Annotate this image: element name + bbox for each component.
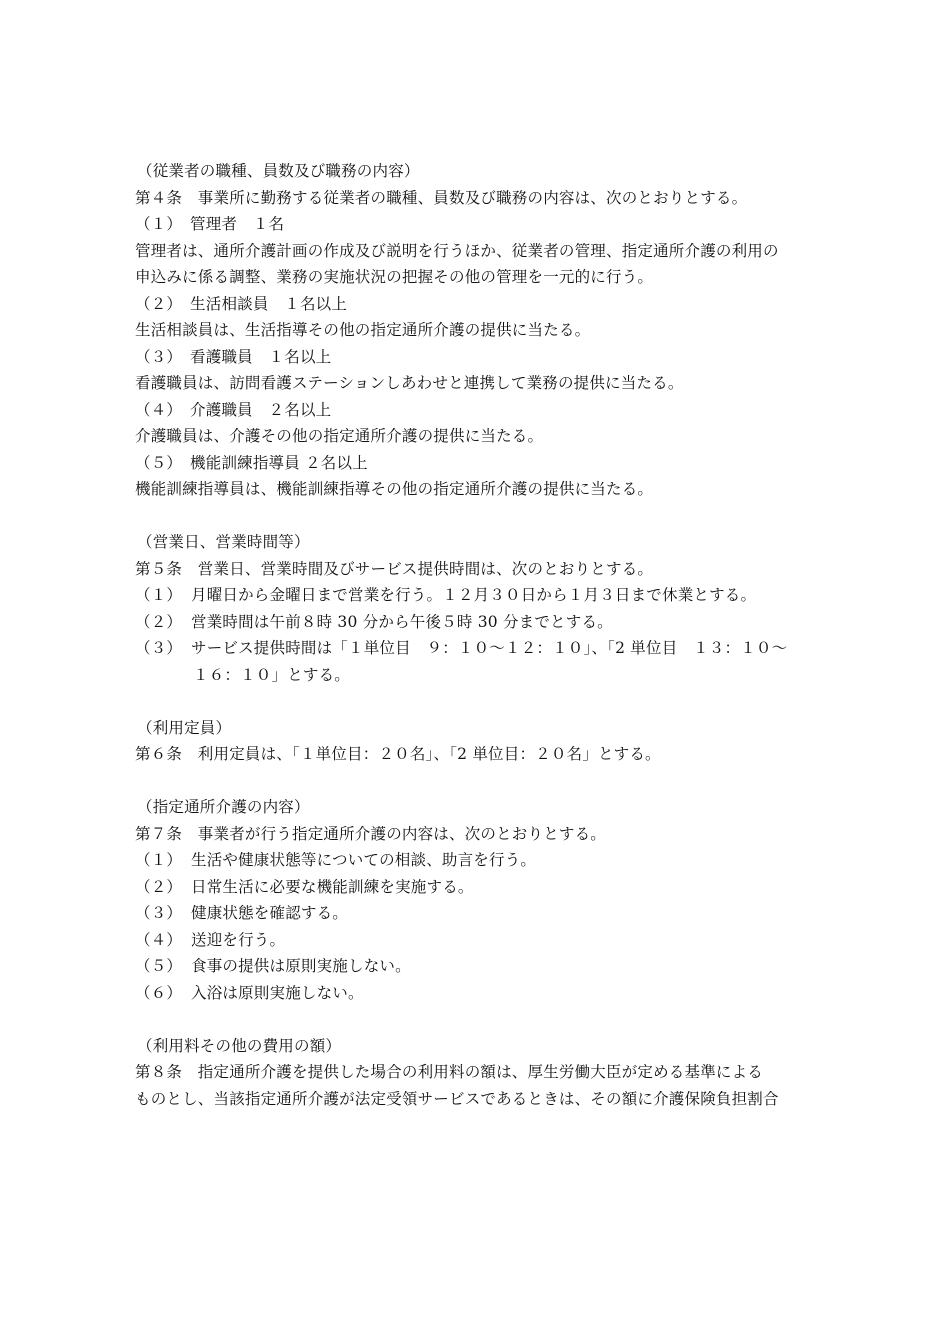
list-item-number: （４） (135, 930, 183, 949)
article-8-text-line-2: ものとし、当該指定通所介護が法定受領サービスであるときは、その額に介護保険負担割合 (135, 1089, 779, 1108)
article-8-text-line-1: 第８条 指定通所介護を提供した場合の利用料の額は、厚生労働大臣が定める基準による (135, 1063, 764, 1081)
role-desc-trainer: 機能訓練指導員は、機能訓練指導その他の指定通所介護の提供に当たる。 (135, 480, 654, 498)
role-title-life-counselor: （２） 生活相談員 １名以上 (135, 294, 348, 313)
role-desc-nurse: 看護職員は、訪問看護ステーションしあわせと連携して業務の提供に当たる。 (135, 374, 684, 392)
list-item-text: 入浴は原則実施しない。 (191, 983, 364, 1002)
list-item-number: （２） (135, 612, 183, 631)
list-item (135, 609, 815, 636)
section-heading-capacity: （利用定員） (137, 718, 232, 737)
list-item (135, 635, 815, 662)
list-item-text: 健康状態を確認する。 (191, 904, 349, 922)
list-item (135, 927, 815, 954)
role-title-manager: （１） 管理者 １名 (135, 215, 285, 233)
section-heading-service-content: （指定通所介護の内容） (137, 798, 310, 816)
list-item (135, 980, 815, 1007)
list-item-text: 送迎を行う。 (191, 930, 286, 949)
list-item-number: （３） (135, 639, 183, 657)
list-item-text: 生活や健康状態等についての相談、助言を行う。 (191, 851, 537, 869)
role-desc-life-counselor: 生活相談員は、生活指導その他の指定通所介護の提供に当たる。 (135, 321, 591, 339)
article-6-text: 第６条 利用定員は、「１単位目：２０名」、「2 単位目：２０名」とする。 (135, 745, 661, 763)
role-desc-care-worker: 介護職員は、介護その他の指定通所介護の提供に当たる。 (135, 427, 544, 445)
list-item-text: 日常生活に必要な機能訓練を実施する。 (191, 877, 474, 896)
article-5-text: 第５条 営業日、営業時間及びサービス提供時間は、次のとおりとする。 (135, 559, 654, 578)
list-item-number: （５） (135, 957, 183, 975)
list-item-continuation: １６：１０」とする。 (193, 665, 351, 684)
role-desc-manager-line-2: 申込みに係る調整、業務の実施状況の把握その他の管理を一元的に行う。 (135, 268, 654, 286)
list-item (135, 582, 815, 609)
list-item-text: 月曜日から金曜日まで営業を行う。１２月３０日から１月３日まで休業とする。 (191, 586, 757, 604)
spacer (135, 1006, 815, 1033)
list-item (135, 847, 815, 874)
document-body (135, 158, 815, 1112)
list-item-number: （３） (135, 904, 183, 922)
list-item-number: （６） (135, 983, 183, 1002)
section-heading-staff: （従業者の職種、員数及び職務の内容） (137, 162, 420, 180)
list-item-text: サービス提供時間は「１単位目 ９：１０～１２：１０」、「2 単位目 １３：１０～ (191, 639, 788, 657)
spacer (135, 768, 815, 795)
role-title-nurse: （３） 看護職員 １名以上 (135, 347, 332, 366)
section-heading-fees: （利用料その他の費用の額） (137, 1036, 342, 1055)
list-item (135, 900, 815, 927)
list-item-number: （１） (135, 586, 183, 604)
spacer (135, 503, 815, 530)
spacer (135, 688, 815, 715)
role-desc-manager-line-1: 管理者は、通所介護計画の作成及び説明を行うほか、従業者の管理、指定通所介護の利用の (135, 241, 779, 260)
role-title-trainer: （５） 機能訓練指導員 ２名以上 (135, 453, 368, 472)
article-4-text: 第４条 事業所に勤務する従業者の職種、員数及び職務の内容は、次のとおりとする。 (135, 188, 748, 207)
article-7-text: 第７条 事業者が行う指定通所介護の内容は、次のとおりとする。 (135, 824, 607, 843)
role-title-care-worker: （４） 介護職員 ２名以上 (135, 400, 332, 419)
list-item (135, 874, 815, 901)
list-item-text: 食事の提供は原則実施しない。 (191, 957, 411, 975)
list-item-text: 営業時間は午前８時 30 分から午後５時 30 分までとする。 (191, 612, 613, 631)
list-item-number: （１） (135, 851, 183, 869)
list-item (135, 953, 815, 980)
section-heading-business-hours: （営業日、営業時間等） (137, 533, 310, 551)
list-item-number: （２） (135, 877, 183, 896)
